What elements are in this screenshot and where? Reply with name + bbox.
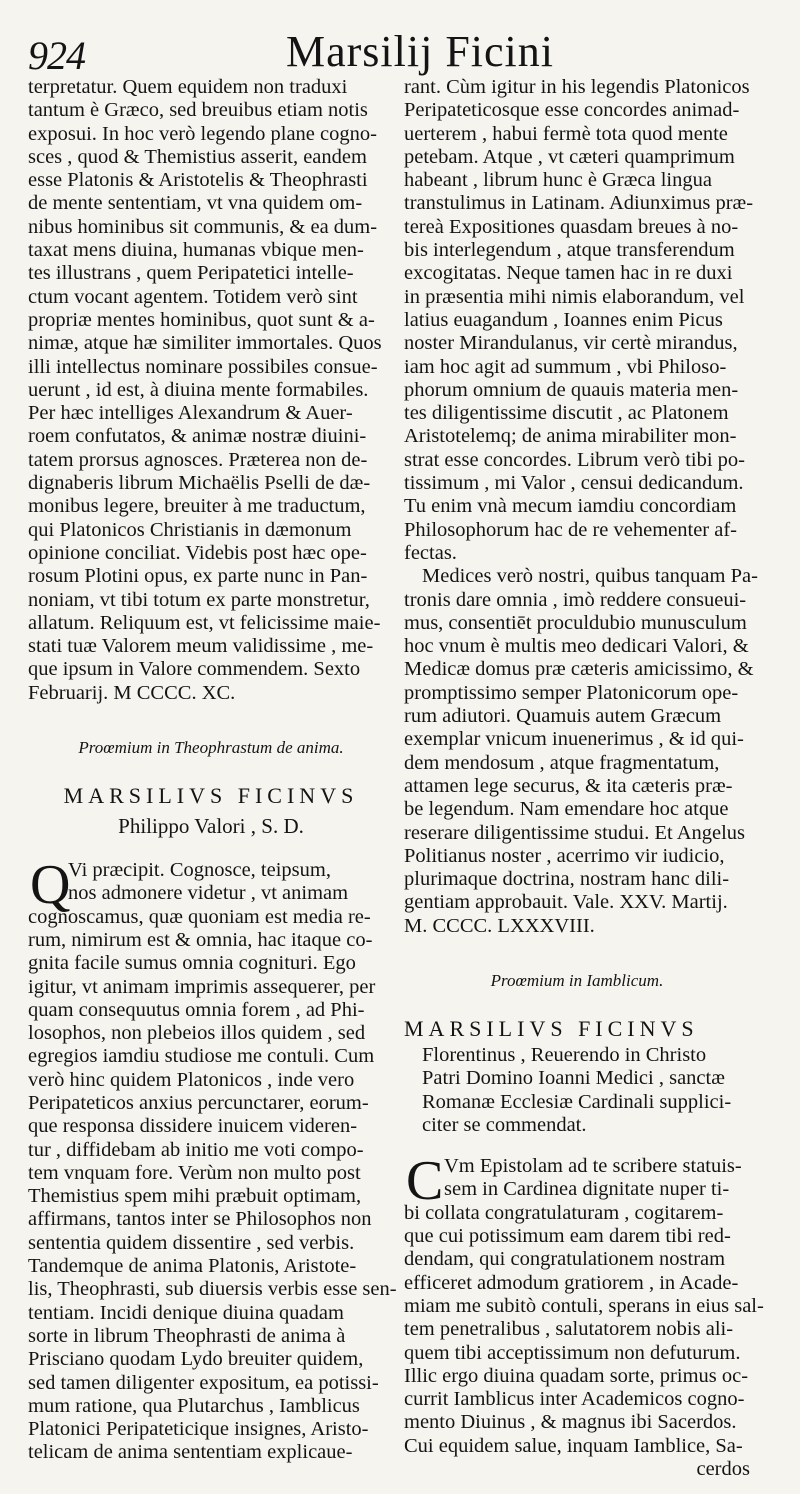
text-line: attamen lege securus, & ita cæteris præ- [404,774,733,797]
text-line: tes diligentissime discutit , ac Platonem [404,402,729,425]
text-line: Vm Epistolam ad te scribere statuis- [444,1155,742,1178]
letter-body-right-1 [404,76,754,565]
text-line: quem tibi acceptissimum non defuturum. [404,1341,741,1364]
text-line: monibus legere, breuiter à me traductum, [28,495,366,518]
text-line: taxat mens diuina, humanas vbique men- [28,239,364,262]
text-line: strat esse concordes. Librum verò tibi po- [404,448,746,471]
section-title-theophrastus: Proœmium in Theophrastum de anima. [78,738,344,758]
text-line: que cui potissimum eam darem tibi red- [404,1225,731,1248]
text-line: dendam, qui congratulationem nostram [404,1248,726,1271]
text-line: Medices verò nostri, quibus tanquam Pa- [422,565,758,588]
text-line: sem in Cardinea dignitate nuper ti- [444,1178,730,1201]
text-line: noster Mirandulanus, vir certè mirandus, [404,332,738,355]
text-line: noniam, vt tibi totum ex parte monstretur, [28,588,370,611]
text-line: Peripateticos anxius percunctarer, eorum- [28,1091,369,1114]
letter-body-iamblicus [404,1150,764,1481]
text-line: mus, consentiēt proculdubio munusculum [404,611,747,634]
text-line: esse Platonis & Aristotelis & Theophrasti [28,169,368,192]
text-line: ctum vocant agentem. Totidem verò sint [28,285,358,308]
text-line: cognoscamus, quæ quoniam est media re- [28,905,371,928]
text-line: currit Iamblicus inter Academicos cogno- [404,1388,745,1411]
section-title-iamblicus: Proœmium in Iamblicum. [490,970,664,990]
text-line: reserare diligentissime studui. Et Angelus [404,821,746,844]
text-line: Themistius spem mihi præbuit optimam, [28,1185,362,1208]
running-head: Marsilij Ficini [286,27,554,76]
letter-body-right-2 [404,565,758,938]
text-line: dignaberis librum Michaëlis Pselli de dæ- [28,472,371,495]
text-line: excogitatas. Neque tamen hac in re duxi [404,262,733,285]
text-line: tem penetralibus , salutatorem nobis ali- [404,1318,734,1341]
text-line: rum, nimirum est & omnia, hac itaque co- [28,928,373,951]
text-line: petebam. Atque , vt cæteri quamprimum [404,145,735,168]
text-line: Medicæ domus præ cæteris amicissimo, & [404,658,754,681]
text-line: uerunt , id est, à diuina mente formabiles. [28,378,369,401]
text-line: qui Platonicos Christianis in dæmonum [28,518,352,541]
text-line: nos admonere videtur , vt animam [68,882,349,905]
text-line: mento Diuinus , & magnus ibi Sacerdos. [404,1411,737,1434]
text-line: nimæ, atque hæ similiter immortales. Quos [28,332,382,355]
text-line: Prisciano quodam Lydo breuiter quidem, [28,1348,364,1371]
left-column [28,76,397,1465]
text-line: Philosophorum hac de re vehementer af- [404,518,738,541]
text-line: de mente sententiam, vt vna quidem om- [28,192,363,215]
text-line: efficeret admodum gratiorem , in Acade- [404,1271,739,1294]
text-line: fectas. [404,541,457,564]
text-line: in præsentia mihi nimis elaborandum, vel [404,285,745,308]
page-number: 924 [28,33,85,78]
text-line: bi collata congratulaturam , cogitarem- [404,1201,724,1224]
page-header [28,14,768,78]
text-line: rum adiutori. Quamuis autem Græcum [404,705,722,728]
text-line: tatem prorsus agnosces. Præterea non de- [28,448,368,471]
text-line: rant. Cùm igitur in his legendis Platonicos [404,76,750,98]
text-line: igitur, vt animam imprimis assequerer, per [28,975,376,998]
text-line: tantum è Græco, sed breuibus etiam notis [28,99,368,122]
letter-body-continued [28,76,394,705]
text-line: verò hinc quidem Platonicos , inde vero [28,1068,355,1091]
text-line: Politianus noster , acerrimo vir iudicio, [404,844,725,867]
dedication-heading [404,1044,750,1137]
text-line: plurimaque doctrina, nostram hanc dili- [404,868,730,891]
text-line: nibus hominibus sit communis, & ea dum- [28,215,378,238]
text-line: iam hoc agit ad summum , vbi Philoso- [404,355,727,378]
text-line: losophos, non plebeios illos quidem , sed [28,1022,366,1045]
text-line: Patri Domino Ioanni Medici , sanctæ [422,1067,725,1090]
text-line: cerdos [696,1458,750,1481]
drop-capital: Q [30,854,71,917]
text-line: transtulimus in Latinam. Adiunximus præ- [404,192,754,215]
text-line: Peripateticosque esse concordes animad- [404,99,740,122]
text-line: Per hæc intelliges Alexandrum & Auer- [28,402,353,425]
author-heading-2: MARSILIVS FICINVS [404,1015,699,1041]
text-line: Illic ergo diuina quadam sorte, primus oc- [404,1364,749,1387]
text-line: miam me subitò contuli, sperans in eius sal- [404,1294,764,1317]
text-line: uerterem , habui fermè tota quod mente [404,122,728,145]
text-line: sed tamen diligenter expositum, ea potissi- [28,1371,379,1394]
text-line: lis, Theophrasti, sub diuersis verbis esse sen- [28,1278,397,1301]
text-line: be legendum. Nam emendare hoc atque [404,798,729,821]
text-line: tereà Expositiones quasdam breues à no- [404,215,739,238]
text-line: latius euagandum , Ioannes enim Picus [404,308,723,331]
text-line: roem confutatos, & animæ nostræ diuini- [28,425,367,448]
text-line: Februarij. M CCCC. XC. [28,681,236,704]
salutation-heading: Philippo Valori , S. D. [118,814,304,839]
text-line: M. CCCC. LXXXVIII. [404,914,595,937]
text-line: hoc vnum è multis meo dedicari Valori, & [404,635,749,658]
text-line: propriæ mentes hominibus, quot sunt & a- [28,308,375,331]
text-line: sorte in librum Theophrasti de anima à [28,1324,346,1347]
text-line: tentiam. Incidi denique diuina quadam [28,1301,344,1324]
text-line: Vi præcipit. Cognosce, teipsum, [68,859,331,882]
text-line: Florentinus , Reuerendo in Christo [422,1043,707,1066]
author-heading: MARSILIVS FICINVS [63,783,359,809]
text-line: sententia quidem dissentire , sed verbis. [28,1231,355,1254]
text-line: tronis dare omnia , imò reddere consueui- [404,588,747,611]
text-line: que responsa dissidere inuicem videren- [28,1115,358,1138]
text-line: Cui equidem salue, inquam Iamblice, Sa- [404,1434,743,1457]
text-line: gnita facile sumus omnia cognituri. Ego [28,952,356,975]
drop-capital-2: C [406,1150,444,1213]
text-line: gentiam approbauit. Vale. XXV. Martij. [404,891,728,914]
text-line: Platonici Peripateticique insignes, Aristo- [28,1418,369,1441]
text-line: stati tuæ Valorem meum validissime , me- [28,635,374,658]
text-line: allatum. Reliquum est, vt felicissime maie- [28,611,381,634]
text-line: rosum Plotini opus, ex parte nunc in Pan- [28,565,368,588]
text-line: Romanæ Ecclesiæ Cardinali supplici- [422,1090,732,1113]
text-line: dem mendosum , atque fragmentatum, [404,751,720,774]
text-line: illi intellectus nominare possibiles consue- [28,355,378,378]
text-line: citer se commendat. [422,1113,587,1136]
text-line: tem vnquam fore. Verùm non multo post [28,1161,361,1184]
text-line: mum ratione, qua Plutarchus , Iamblicus [28,1394,360,1417]
text-line: quam consequutus omnia forem , ad Phi- [28,998,365,1021]
text-line: telicam de anima sententiam explicaue- [28,1441,353,1464]
text-line: Tu enim vnà mecum iamdiu concordiam [404,495,737,518]
text-line: exemplar vnicum inuenerimus , & id qui- [404,728,744,751]
text-line: Aristotelemq; de anima mirabiliter mon- [404,425,737,448]
text-line: tes illustrans , quem Peripatetici intelle- [28,262,354,285]
right-column [404,76,764,1481]
text-line: phorum omnium de quauis materia men- [404,378,739,401]
text-line: exposui. In hoc verò legendo plane cogno- [28,122,377,145]
text-line: habeant , librum hunc è Græca lingua [404,169,712,192]
text-line: egregios iamdiu studiose me contuli. Cum [28,1045,375,1068]
text-line: affirmans, tantos inter se Philosophos non [28,1208,372,1231]
letter-body-theophrastus [28,854,397,1465]
text-line: tur , diffidebam ab initio me voti compo- [28,1138,364,1161]
text-line: sces , quod & Themistius asserit, eandem [28,145,367,168]
text-line: tissimum , mi Valor , censui dedicandum. [404,472,744,495]
text-line: terpretatur. Quem equidem non traduxi [28,76,348,98]
text-line: opinione conciliat. Videbis post hæc ope- [28,541,367,564]
text-line: bis interlegendum , atque transferendum [404,239,735,262]
text-line: que ipsum in Valore commendem. Sexto [28,658,361,681]
text-line: Tandemque de anima Platonis, Aristote- [28,1255,357,1278]
text-line: promptissimo semper Platonicorum ope- [404,681,739,704]
